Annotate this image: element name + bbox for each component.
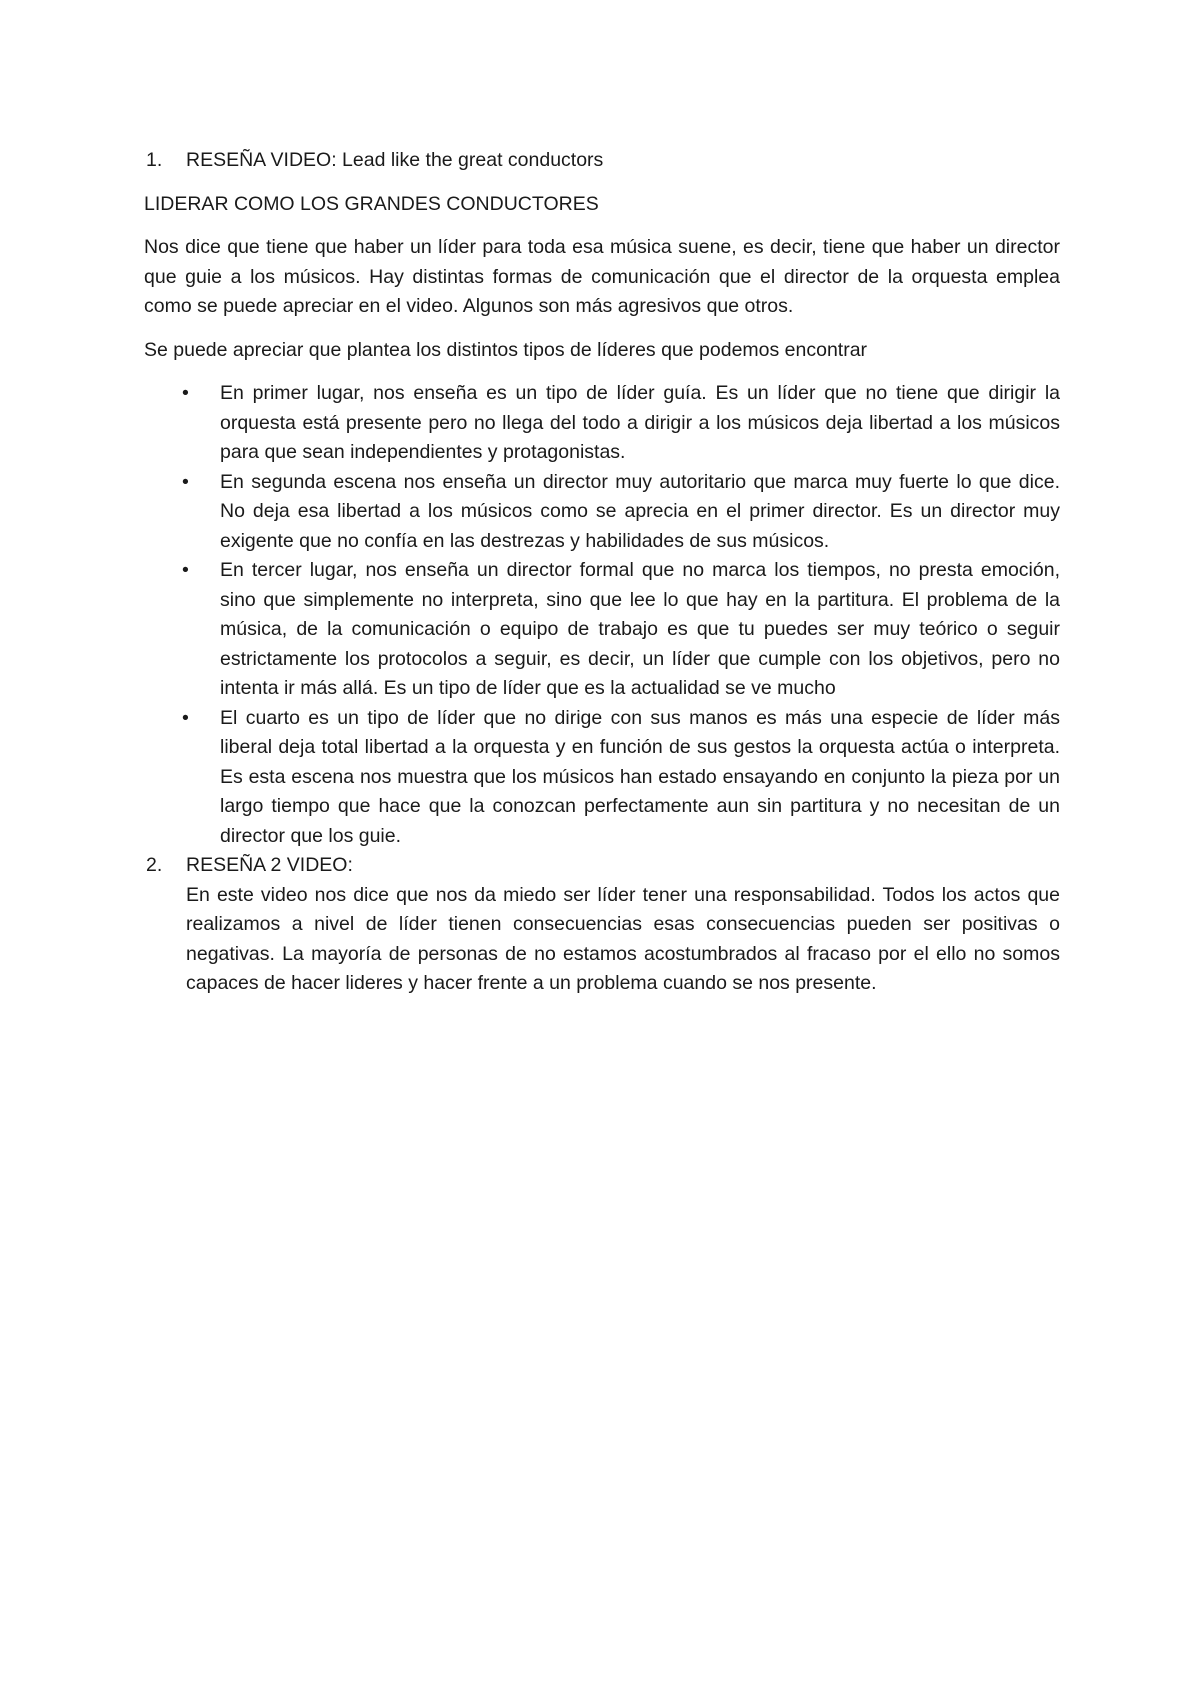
- section-1-heading: [144, 146, 1060, 176]
- section-2-title: RESEÑA 2 VIDEO:: [186, 854, 353, 876]
- section-1-paragraph-2: Se puede apreciar que plantea los distintos tipos de líderes que podemos encontrar: [144, 338, 868, 361]
- list-item: [144, 556, 1060, 704]
- section-1-subtitle: LIDERAR COMO LOS GRANDES CONDUCTORES: [144, 192, 599, 215]
- section-2-number: 2.: [146, 854, 163, 876]
- list-item-text: En tercer lugar, nos enseña un director formal que no marca los tiempos, no presta emoción, sino que simplemente no interpreta, sino que lee lo que hay en la partitura. El problema de la música, de la comunicación o equipo de trabajo es que tu puedes ser muy teórico o seguir estrictamente los protocolos a seguir, es decir, un líder que cumple con los objetivos, pero no intenta ir más allá. Es un tipo de líder que es la actualidad se ve mucho: [220, 559, 1060, 699]
- section-1-paragraph-1: Nos dice que tiene que haber un líder para toda esa música suene, es decir, tiene que haber un director que guie a los músicos. Hay distintas formas de comunicación que el director de la orquesta emplea como se puede apreciar en el video. Algunos son más agresivos que otros.: [144, 236, 1060, 317]
- document-page: [144, 146, 1060, 999]
- leader-types-list: [144, 379, 1060, 851]
- section-2-paragraph: En este video nos dice que nos da miedo ser líder tener una responsabilidad. Todos los actos que realizamos a nivel de líder tienen consecuencias esas consecuencias pueden ser positivas o negativas. La mayoría de personas de no estamos acostumbrados al fracaso por el ello no somos capaces de hacer lideres y hacer frente a un problema cuando se nos presente.: [186, 883, 1060, 994]
- list-item-text: En primer lugar, nos enseña es un tipo de líder guía. Es un líder que no tiene que dirigir la orquesta está presente pero no llega del todo a dirigir a los músicos deja libertad a los músicos para que sean independientes y protagonistas.: [220, 382, 1060, 463]
- list-item: [144, 704, 1060, 852]
- list-item: [144, 379, 1060, 468]
- bullet-icon: •: [182, 559, 189, 581]
- bullet-icon: •: [182, 470, 189, 493]
- bullet-icon: •: [182, 706, 189, 729]
- section-1-title: RESEÑA VIDEO: Lead like the great conductors: [186, 149, 604, 171]
- section-1-number: 1.: [146, 149, 163, 171]
- section-2: [144, 851, 1060, 999]
- section-2-body: [186, 851, 1060, 999]
- list-item-text: El cuarto es un tipo de líder que no dirige con sus manos es más una especie de líder más liberal deja total libertad a la orquesta y en función de sus gestos la orquesta actúa o interpreta. Es esta escena nos muestra que los músicos han estado ensayando en conjunto la pieza por un largo tiempo que hace que la conozcan perfectamente aun sin partitura y no necesitan de un director que los guie.: [220, 706, 1060, 847]
- list-item-text: En segunda escena nos enseña un director muy autoritario que marca muy fuerte lo que dice. No deja esa libertad a los músicos como se aprecia en el primer director. Es un director muy exigente que no confía en las destrezas y habilidades de sus músicos.: [220, 470, 1060, 552]
- list-item: [144, 468, 1060, 557]
- bullet-icon: •: [182, 382, 189, 404]
